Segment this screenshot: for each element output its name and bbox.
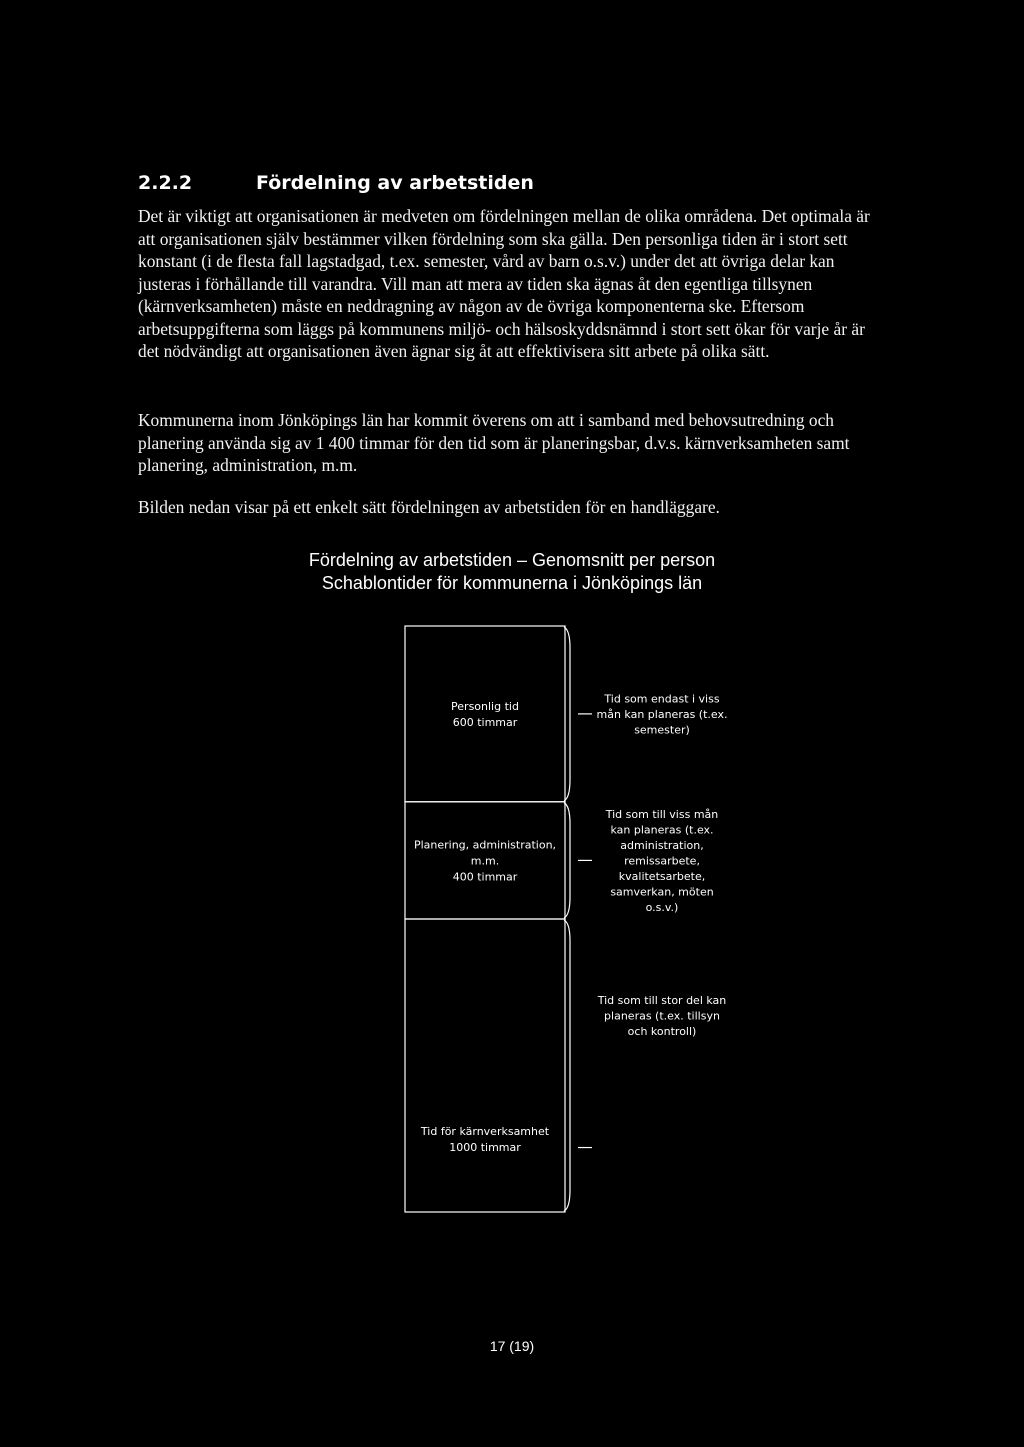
section-title: Fördelning av arbetstiden <box>256 172 534 194</box>
chart-title-line-2: Schablontider för kommunerna i Jönköpings län <box>321 573 703 593</box>
section-number: 2.2.2 <box>138 172 193 194</box>
page-number: 17 (19) <box>489 1338 535 1354</box>
segment-annotation-3: Tid som till stor del kan planeras (t.ex. tillsyn och kontroll) <box>597 994 727 1039</box>
segment-label-1: Personlig tid 600 timmar <box>451 699 519 729</box>
paragraph-3: Bilden nedan visar på ett enkelt sätt fördelningen av arbetstiden för en handläggare. <box>138 497 720 517</box>
segment-annotation-1: Tid som endast i viss mån kan planeras (t.ex. semester) <box>596 692 728 737</box>
segment-bar-1 <box>405 626 565 802</box>
segment-label-3: Tid för kärnverksamhet 1000 timmar <box>420 1124 550 1154</box>
section-heading <box>138 172 534 194</box>
segment-label-2: Planering, administration, m.m. 400 timmar <box>413 838 557 884</box>
chart-title-line-1: Fördelning av arbetstiden – Genomsnitt per person <box>308 550 716 570</box>
segment-annotation-2: Tid som till viss mån kan planeras (t.ex. administration, remissarbete, kvalitetsarbete, samverkan, möten o.s.v.) <box>605 807 719 914</box>
segment-brace-3 <box>564 920 570 1211</box>
segment-brace-2 <box>564 803 570 918</box>
paragraph-1: Det är viktigt att organisationen är medveten om fördelningen mellan de olika områdena. Det optimala är att organisationen själv bestämmer vilken fördelning som ska gälla. Den personliga tiden är i stort sett konstant (i de flesta fall lagstadgad, t.ex. semester, vård av barn o.s.v.) under det att övriga delar kan justeras i förhållande till varandra. Vill man att mera av tiden ska ägnas åt den egentliga tillsynen (kärnverksamheten) måste en neddragning av någon av de övriga komponenterna ske. Eftersom arbetsuppgifterna som läggs på kommunens miljö- och hälsoskyddsnämnd i stort sett ökar för varje år är det nödvändigt att organisationen även ägnar sig åt att effektivisera sitt arbete på olika sätt. <box>138 206 870 361</box>
segment-bar-2 <box>405 802 565 919</box>
paragraph-2: Kommunerna inom Jönköpings län har kommit överens om att i samband med behovsutredning och planering använda sig av 1 400 timmar för den tid som är planeringsbar, d.v.s. kärnverksamheten samt planering, administration, m.m. <box>138 410 850 475</box>
chart-title <box>220 549 804 595</box>
segment-bar-3 <box>405 919 565 1212</box>
segment-brace-1 <box>564 627 570 801</box>
